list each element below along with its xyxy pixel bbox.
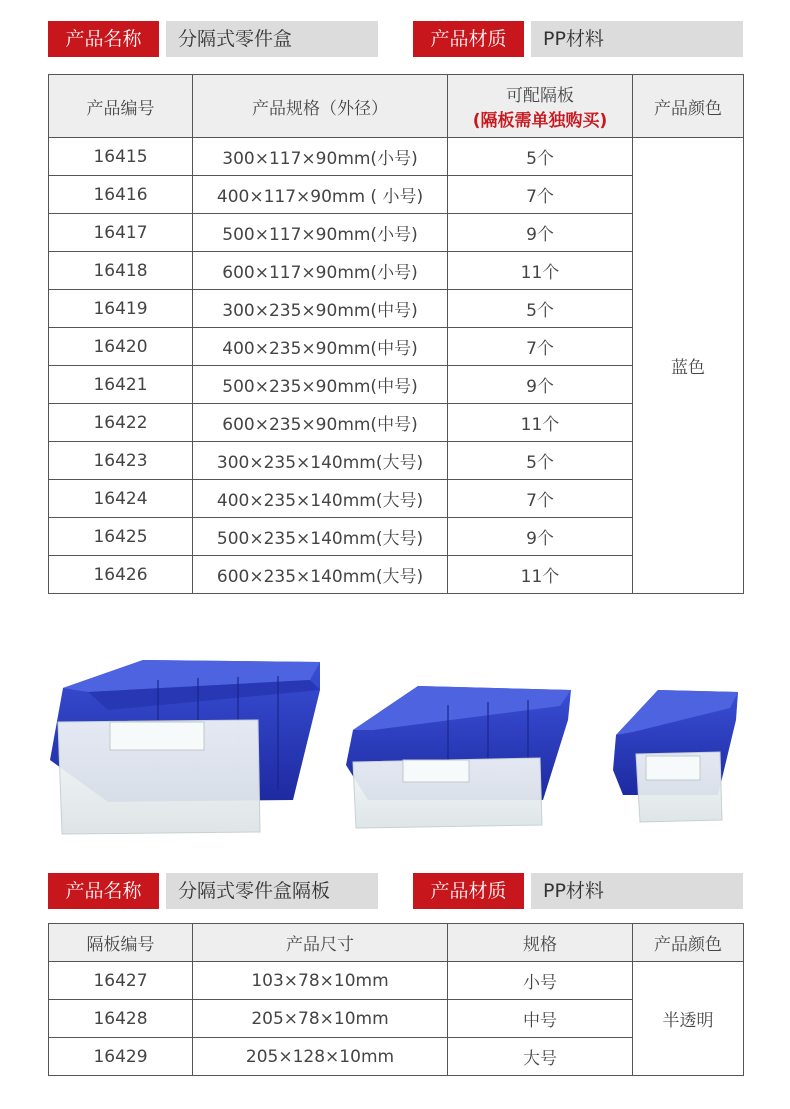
divider-size-cell: 205×78×10mm [193, 1000, 448, 1038]
product-spec-table [48, 74, 744, 594]
product-code-cell: 16422 [49, 404, 193, 442]
product-code-cell: 16417 [49, 214, 193, 252]
divider-size-cell: 103×78×10mm [193, 962, 448, 1000]
divider-material-tag: 产品材质 [413, 873, 524, 909]
table-row [49, 962, 744, 1000]
divider-count-cell: 7个 [448, 328, 633, 366]
product-spec-cell: 400×235×140mm(大号) [193, 480, 448, 518]
header-divider-size: 产品尺寸 [193, 924, 448, 962]
product-spec-cell: 300×117×90mm(小号) [193, 138, 448, 176]
product-spec-cell: 600×235×140mm(大号) [193, 556, 448, 594]
product-spec-cell: 400×235×90mm(中号) [193, 328, 448, 366]
product-spec-cell: 500×235×140mm(大号) [193, 518, 448, 556]
product-spec-cell: 500×235×90mm(中号) [193, 366, 448, 404]
divider-count-cell: 11个 [448, 556, 633, 594]
header-divider-spec: 规格 [448, 924, 633, 962]
divider-count-cell: 9个 [448, 214, 633, 252]
header-divider-code: 隔板编号 [49, 924, 193, 962]
header-divider-color: 产品颜色 [633, 924, 744, 962]
product-photos [48, 650, 748, 840]
product-material-tag: 产品材质 [413, 21, 524, 57]
product-material-value: PP材料 [531, 21, 743, 57]
header-product-spec: 产品规格（外径） [193, 75, 448, 138]
product-name-tag: 产品名称 [48, 21, 159, 57]
product-code-cell: 16421 [49, 366, 193, 404]
divider-spec-cell: 大号 [448, 1038, 633, 1076]
product-code-cell: 16425 [49, 518, 193, 556]
product-code-cell: 16418 [49, 252, 193, 290]
product-code-cell: 16424 [49, 480, 193, 518]
divider-spec-cell: 中号 [448, 1000, 633, 1038]
divider-name-value: 分隔式零件盒隔板 [166, 873, 378, 909]
product-spec-cell: 300×235×140mm(大号) [193, 442, 448, 480]
divider-count-cell: 5个 [448, 138, 633, 176]
product-spec-cell: 600×235×90mm(中号) [193, 404, 448, 442]
divider-color-cell: 半透明 [633, 962, 744, 1076]
header-product-color: 产品颜色 [633, 75, 744, 138]
product-code-cell: 16419 [49, 290, 193, 328]
small-bin-image [613, 690, 738, 822]
divider-material-value: PP材料 [531, 873, 743, 909]
product-spec-cell: 400×117×90mm ( 小号) [193, 176, 448, 214]
table-header-row [49, 924, 744, 962]
product-spec-cell: 300×235×90mm(中号) [193, 290, 448, 328]
product-spec-cell: 600×117×90mm(小号) [193, 252, 448, 290]
product-code-cell: 16423 [49, 442, 193, 480]
divider-count-cell: 11个 [448, 404, 633, 442]
divider-count-cell: 9个 [448, 518, 633, 556]
table-row [49, 138, 744, 176]
divider-name-tag: 产品名称 [48, 873, 159, 909]
divider-count-cell: 5个 [448, 290, 633, 328]
medium-bin-image [346, 686, 571, 828]
product-code-cell: 16416 [49, 176, 193, 214]
product-color-cell: 蓝色 [633, 138, 744, 594]
header-dividers-note: (隔板需单独购买) [472, 111, 608, 131]
divider-code-cell: 16428 [49, 1000, 193, 1038]
divider-code-cell: 16429 [49, 1038, 193, 1076]
product-name-value: 分隔式零件盒 [166, 21, 378, 57]
product-code-cell: 16420 [49, 328, 193, 366]
divider-count-cell: 7个 [448, 480, 633, 518]
header-product-code: 产品编号 [49, 75, 193, 138]
divider-size-cell: 205×128×10mm [193, 1038, 448, 1076]
large-bin-image [50, 660, 320, 834]
divider-count-cell: 7个 [448, 176, 633, 214]
table-header-row [49, 75, 744, 138]
divider-count-cell: 9个 [448, 366, 633, 404]
product-code-cell: 16426 [49, 556, 193, 594]
divider-spec-cell: 小号 [448, 962, 633, 1000]
product-spec-cell: 500×117×90mm(小号) [193, 214, 448, 252]
divider-code-cell: 16427 [49, 962, 193, 1000]
header-dividers [448, 75, 633, 138]
divider-count-cell: 5个 [448, 442, 633, 480]
header-dividers-label: 可配隔板 [506, 86, 574, 106]
divider-count-cell: 11个 [448, 252, 633, 290]
divider-spec-table [48, 923, 744, 1076]
product-code-cell: 16415 [49, 138, 193, 176]
